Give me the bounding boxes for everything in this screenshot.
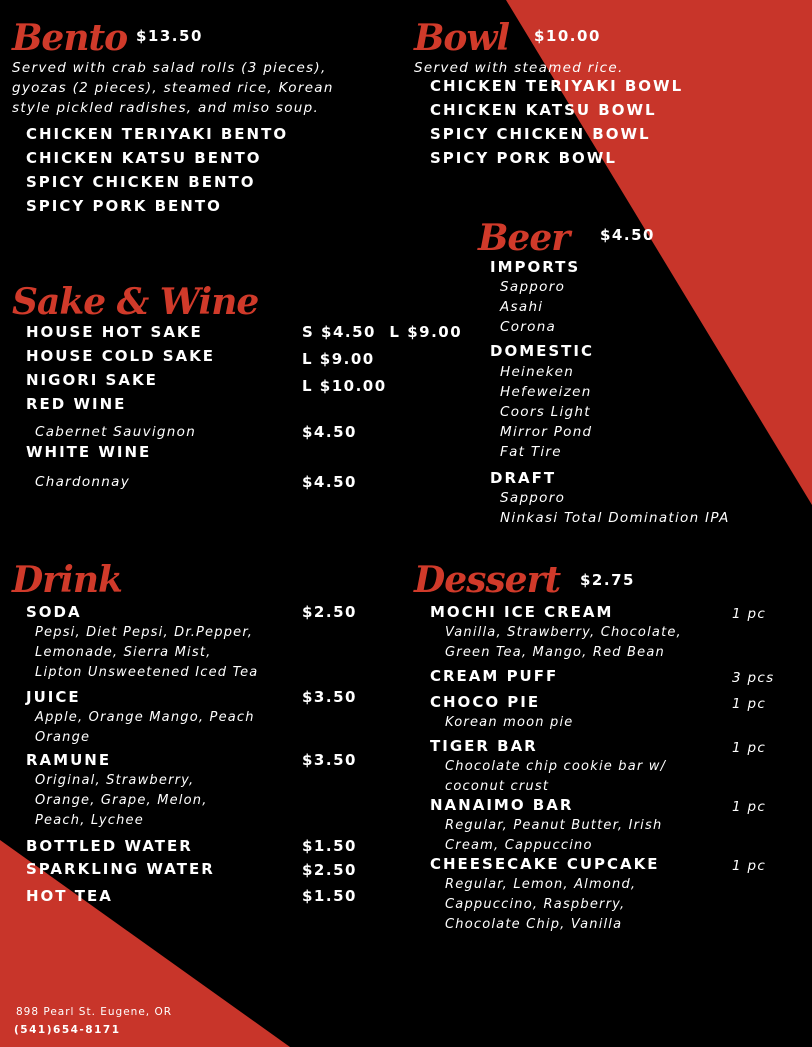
bento-desc-2: gyozas (2 pieces), steamed rice, Korean [12, 80, 334, 96]
bento-item: CHICKEN KATSU BENTO [26, 149, 262, 167]
drink-item-desc: Lipton Unsweetened Iced Tea [35, 665, 259, 680]
dessert-item-name: MOCHI ICE CREAM [430, 603, 614, 621]
dessert-item-desc: Vanilla, Strawberry, Chocolate, [445, 625, 682, 640]
dessert-item-desc: Chocolate Chip, Vanilla [445, 917, 623, 932]
beer-item: Fat Tire [500, 444, 562, 460]
bento-item: SPICY PORK BENTO [26, 197, 222, 215]
drink-item-name: JUICE [26, 688, 81, 706]
dessert-item-desc: Korean moon pie [445, 715, 574, 730]
beer-title: Beer [478, 217, 570, 259]
sake-item-price: L $10.00 [302, 377, 387, 395]
drink-item-name: RAMUNE [26, 751, 112, 769]
dessert-price: $2.75 [580, 571, 635, 589]
drink-item-desc: Orange, Grape, Melon, [35, 793, 208, 808]
dessert-item-desc: Green Tea, Mango, Red Bean [445, 645, 665, 660]
bowl-item: SPICY PORK BOWL [430, 149, 617, 167]
drink-item-price: $3.50 [302, 688, 357, 706]
beer-imports-label: IMPORTS [490, 258, 581, 276]
wine-item-price: $4.50 [302, 473, 357, 491]
beer-item: Ninkasi Total Domination IPA [500, 510, 730, 526]
wine-item-name: WHITE WINE [26, 443, 152, 461]
beer-item: Mirror Pond [500, 424, 593, 440]
drink-item-price: $3.50 [302, 751, 357, 769]
beer-item: Corona [500, 319, 557, 335]
drink-item-desc: Original, Strawberry, [35, 773, 195, 788]
drink-item-price: $1.50 [302, 887, 357, 905]
dessert-item-desc: Regular, Lemon, Almond, [445, 877, 637, 892]
bento-price: $13.50 [136, 27, 203, 45]
beer-price: $4.50 [600, 226, 655, 244]
sake-item-name: HOUSE COLD SAKE [26, 347, 216, 365]
wine-item-name: RED WINE [26, 395, 127, 413]
dessert-item-qty: 3 pcs [732, 670, 775, 686]
dessert-item-desc: Chocolate chip cookie bar w/ [445, 759, 667, 774]
bowl-item: CHICKEN KATSU BOWL [430, 101, 657, 119]
wine-item-sub: Chardonnay [35, 474, 131, 490]
drink-item-price: $1.50 [302, 837, 357, 855]
bento-desc-3: style pickled radishes, and miso soup. [12, 100, 320, 116]
drink-item-desc: Apple, Orange Mango, Peach [35, 710, 255, 725]
bowl-item: CHICKEN TERIYAKI BOWL [430, 77, 684, 95]
dessert-item-qty: 1 pc [732, 606, 767, 622]
footer-phone: (541)654-8171 [14, 1024, 121, 1036]
beer-draft-label: DRAFT [490, 469, 557, 487]
beer-domestic-label: DOMESTIC [490, 342, 595, 360]
footer-address: 898 Pearl St. Eugene, OR [16, 1006, 173, 1018]
drink-item-name: SODA [26, 603, 82, 621]
bento-item: CHICKEN TERIYAKI BENTO [26, 125, 289, 143]
drink-item-desc: Pepsi, Diet Pepsi, Dr.Pepper, [35, 625, 254, 640]
sake-item-price: L $9.00 [302, 350, 375, 368]
dessert-item-desc: Cream, Cappuccino [445, 838, 593, 853]
drink-title: Drink [12, 559, 122, 601]
beer-item: Sapporo [500, 490, 566, 506]
bowl-item: SPICY CHICKEN BOWL [430, 125, 651, 143]
dessert-title: Dessert [414, 559, 561, 601]
drink-item-desc: Lemonade, Sierra Mist, [35, 645, 212, 660]
drink-item-price: $2.50 [302, 861, 357, 879]
beer-item: Heineken [500, 364, 575, 380]
bowl-price: $10.00 [534, 27, 601, 45]
dessert-item-name: CHOCO PIE [430, 693, 541, 711]
sake-item-name: HOUSE HOT SAKE [26, 323, 203, 341]
drink-item-desc: Peach, Lychee [35, 813, 144, 828]
dessert-item-name: CHEESECAKE CUPCAKE [430, 855, 660, 873]
beer-item: Asahi [500, 299, 544, 315]
dessert-item-qty: 1 pc [732, 696, 767, 712]
sake-wine-title: Sake & Wine [12, 281, 259, 323]
dessert-item-qty: 1 pc [732, 858, 767, 874]
beer-item: Coors Light [500, 404, 591, 420]
dessert-item-qty: 1 pc [732, 799, 767, 815]
drink-item-name: BOTTLED WATER [26, 837, 193, 855]
drink-item-price: $2.50 [302, 603, 357, 621]
dessert-item-desc: coconut crust [445, 779, 550, 794]
dessert-item-name: TIGER BAR [430, 737, 538, 755]
beer-item: Hefeweizen [500, 384, 592, 400]
wine-item-price: $4.50 [302, 423, 357, 441]
dessert-item-qty: 1 pc [732, 740, 767, 756]
dessert-item-name: CREAM PUFF [430, 667, 559, 685]
dessert-item-desc: Regular, Peanut Butter, Irish [445, 818, 663, 833]
bowl-desc: Served with steamed rice. [414, 60, 624, 76]
drink-item-name: HOT TEA [26, 887, 113, 905]
bento-desc-1: Served with crab salad rolls (3 pieces), [12, 60, 327, 76]
sake-item-price: S $4.50 L $9.00 [302, 323, 463, 341]
beer-item: Sapporo [500, 279, 566, 295]
dessert-item-desc: Cappuccino, Raspberry, [445, 897, 626, 912]
bento-item: SPICY CHICKEN BENTO [26, 173, 256, 191]
bowl-title: Bowl [414, 17, 510, 59]
sake-item-name: NIGORI SAKE [26, 371, 158, 389]
wine-item-sub: Cabernet Sauvignon [35, 424, 197, 440]
bento-title: Bento [12, 17, 128, 59]
dessert-item-name: NANAIMO BAR [430, 796, 574, 814]
drink-item-name: SPARKLING WATER [26, 860, 215, 878]
drink-item-desc: Orange [35, 730, 91, 745]
